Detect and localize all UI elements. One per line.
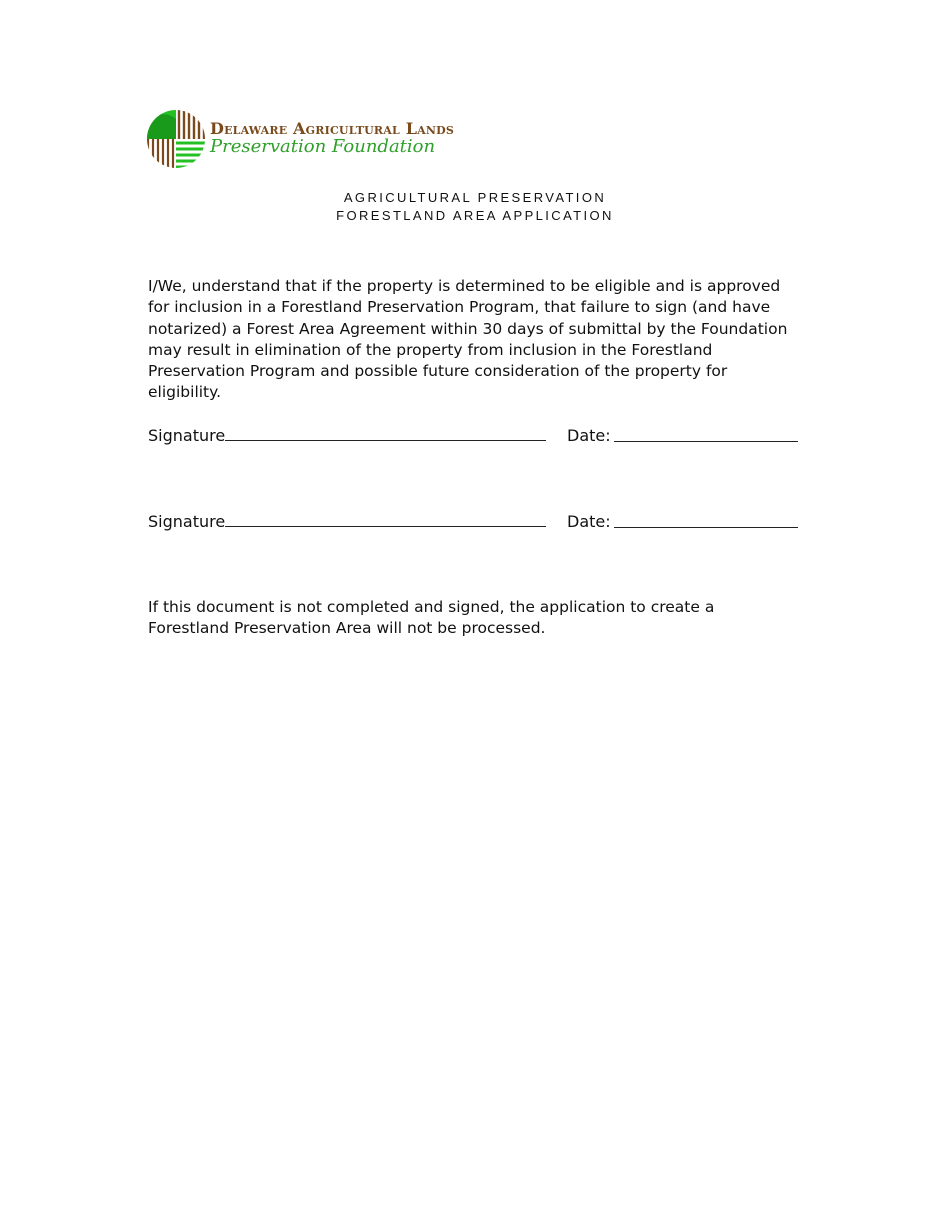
date-label: Date: xyxy=(567,426,611,445)
signature-label: Signature xyxy=(148,512,226,531)
signature-field[interactable] xyxy=(225,512,546,527)
agreement-paragraph: I/We, understand that if the property is determined to be eligible and is approved for inclusion in a Forestland Preservation Program, that failure to sign (and have notarized) a Forest Area Agreement within 30 days of submittal by the Foundation may result in elimination of the property from inclusion in the Forestland Preservation Program and possible future consideration of the property for eligibility. xyxy=(148,277,788,402)
signature-row xyxy=(148,426,808,445)
logo-name-line1: Delaware Agricultural Lands xyxy=(210,119,455,138)
signature-row xyxy=(148,512,808,531)
date-field[interactable] xyxy=(614,513,798,528)
date-field[interactable] xyxy=(614,427,798,442)
notice-paragraph: If this document is not completed and signed, the application to create a Forestland Preservation Area will not be processed. xyxy=(148,598,715,638)
document-heading-line1: AGRICULTURAL PRESERVATION xyxy=(343,190,607,205)
signature-field[interactable] xyxy=(225,426,546,441)
signature-label: Signature xyxy=(148,426,226,445)
date-label: Date: xyxy=(567,512,611,531)
logo-mark-icon xyxy=(144,105,208,169)
foundation-logo xyxy=(144,105,504,175)
document-heading-line2: FORESTLAND AREA APPLICATION xyxy=(336,208,614,223)
logo-name-line2: Preservation Foundation xyxy=(210,136,436,157)
